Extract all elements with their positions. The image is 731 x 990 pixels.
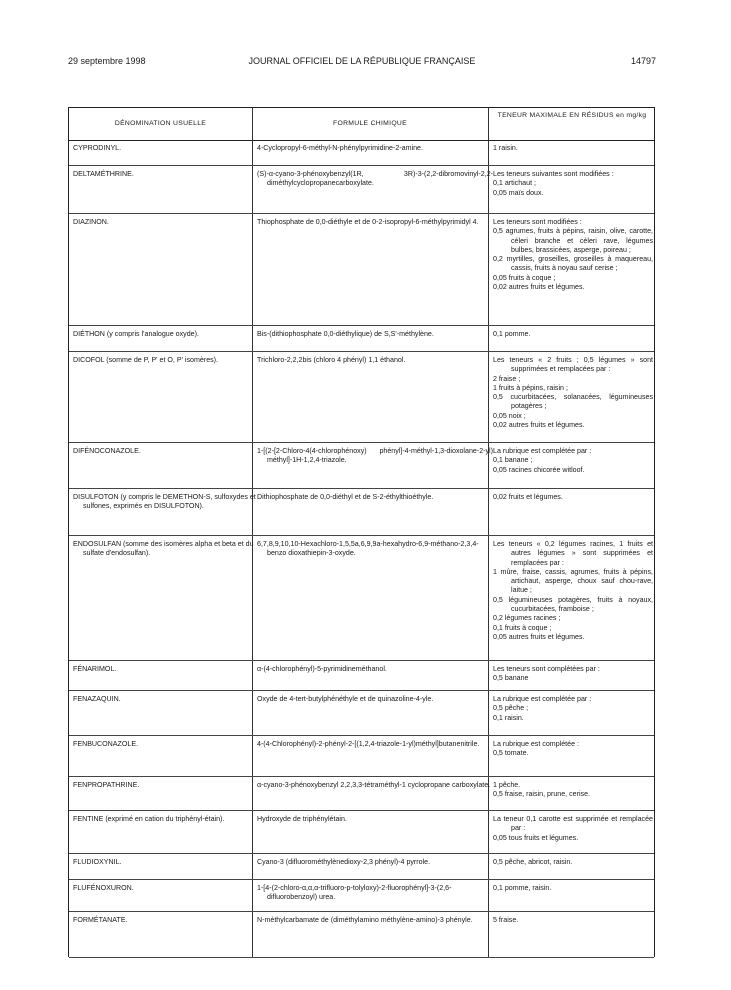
limit-line: 0,05 noix ; <box>493 411 526 420</box>
residue-limits <box>493 330 653 339</box>
page-header <box>68 56 656 70</box>
table-row <box>69 691 654 736</box>
table-row <box>69 352 654 443</box>
substance-name: FENTINE (exprimé en cation du triphényl-étain). <box>73 815 225 823</box>
chemical-formula: 1-[4-(2-chloro-α,α,α-trifluoro-p-tolyloxy)-2-fluorophényl]-3-(2,6-difluorobenzoyl) urea. <box>257 884 452 902</box>
header-date: 29 septembre 1998 <box>68 56 146 66</box>
limit-line: La rubrique est complétée par : <box>493 695 592 703</box>
limit-line: 1 raisin. <box>493 144 518 152</box>
limit-line: 0,1 pomme. <box>493 330 531 338</box>
residue-limits <box>493 665 653 684</box>
limit-line: 1 pêche. <box>493 781 521 789</box>
limit-line: 0,05 fruits à coque ; <box>493 273 556 282</box>
limit-line: 0,2 légumes racines ; <box>493 614 561 623</box>
limit-line: La teneur 0,1 carotte est supprimée et remplacée par : <box>493 815 653 833</box>
residue-limits <box>493 218 653 292</box>
limit-line: 0,1 pomme, raisin. <box>493 884 552 892</box>
substance-name: FENBUCONAZOLE. <box>73 740 139 748</box>
chemical-formula: α-cyano-3-phénoxybenzyl 2,2,3,3-tétraméthyl-1 cyclopropane carboxylate. <box>257 781 491 789</box>
substance-name: DIAZINON. <box>73 218 109 226</box>
table-row <box>69 661 654 691</box>
limit-line: 0,5 banane <box>493 674 529 683</box>
limit-line: La rubrique est complétée : <box>493 740 579 748</box>
limit-line: Les teneurs sont complétées par : <box>493 665 600 673</box>
table-row <box>69 736 654 777</box>
chemical-formula: Thiophosphate de 0,0-diéthyle et de 0-2-isopropyl-6-méthylpyrimidyl 4. <box>257 218 479 226</box>
limit-line: 0,5 fraise, raisin, prune, cerise. <box>493 790 590 799</box>
journal-title: JOURNAL OFFICIEL DE LA RÉPUBLIQUE FRANÇAISE <box>248 56 476 66</box>
substance-name: FLUDIOXYNIL. <box>73 858 122 866</box>
limit-line: 0,1 banane ; <box>493 456 533 465</box>
table-header <box>69 108 654 141</box>
substance-name: ENDOSULFAN (somme des isomères alpha et beta et du sulfate d'endosulfan). <box>73 540 254 558</box>
limit-line: 0,5 pêche, abricot, raisin. <box>493 858 573 866</box>
residue-limits <box>493 170 653 198</box>
limit-line: 0,1 fruits à coque ; <box>493 623 552 632</box>
chemical-formula: 6,7,8,9,10,10-Hexachloro-1,5,5a,6,9,9a-hexahydro-6,9-méthano-2,3,4-benzo dioxathiepin-3-oxyde. <box>257 540 479 558</box>
residue-limits <box>493 493 653 502</box>
residue-limits <box>493 916 653 925</box>
residue-limits <box>493 356 653 430</box>
table-row <box>69 912 654 958</box>
limit-line: 2 fraise ; <box>493 374 521 383</box>
residue-limits <box>493 781 653 800</box>
limit-line: 0,1 raisin. <box>493 713 524 722</box>
chemical-formula: Oxyde de 4-tert-butylphénéthyle et de quinazoline-4-yle. <box>257 695 434 703</box>
limit-line: 0,5 tomate. <box>493 749 529 758</box>
chemical-formula: Trichloro-2,2,2bis (chloro 4 phényl) 1,1 éthanol. <box>257 356 406 364</box>
limit-line: 0,05 tous fruits et légumes. <box>493 833 579 842</box>
substance-name: DELTAMÉTHRINE. <box>73 170 134 178</box>
table-row <box>69 140 654 166</box>
table-row <box>69 880 654 912</box>
limit-line: 1 mûre, fraise, cassis, agrumes, fruits à pépins, artichaut, asperge, choux sauf chou-rave, laitue ; <box>493 567 653 595</box>
table-row <box>69 811 654 854</box>
limit-line: 0,5 agrumes, fruits à pépins, raisin, olive, carotte, céleri branche et céleri rave, légumes bulbes, brassicées, asperge, poireau ; <box>493 227 653 254</box>
chemical-formula: α-(4-chlorophényl)-5-pyrimidineméthanol. <box>257 665 387 673</box>
chemical-formula: Bis-(dithiophosphate 0,0-diéthylique) de S,S'-méthylène. <box>257 330 434 338</box>
chemical-formula: (S)-α-cyano-3-phénoxybenzyl(1R, 3R)-3-(2,2-dibromovinyl-2,2-diméthylcyclopropanecarboxylate. <box>257 170 493 188</box>
column-header-limits: TENEUR MAXIMALE EN RÉSIDUS en mg/kg <box>497 112 647 119</box>
residue-limits <box>493 815 653 843</box>
table-row <box>69 214 654 326</box>
table-row <box>69 536 654 661</box>
chemical-formula: 4-(4-Chlorophényl)-2-phényl-2-[(1,2,4-triazole-1-yl)méthyl]butanenitrile. <box>257 740 480 748</box>
table-row <box>69 489 654 536</box>
chemical-formula: 1-[(2-[2-Chloro-4(4-chlorophénoxy) phényl]-4-méthyl-1,3-dioxolane-2-yl) méthyl]-1H-1,2,4-triazole. <box>257 447 493 465</box>
chemical-formula: 4-Cyclopropyl-6-méthyl-N-phénylpyrimidine-2-amine. <box>257 144 423 152</box>
limit-line: 0,5 cucurbitacées, solanacées, légumineuses potagères ; <box>493 393 653 411</box>
limit-line: 0,02 autres fruits et légumes. <box>493 283 585 292</box>
limit-line: 0,05 autres fruits et légumes. <box>493 632 585 641</box>
limit-line: Les teneurs suivantes sont modifiées : <box>493 170 614 178</box>
residue-limits <box>493 144 653 153</box>
limit-line: 0,05 maïs doux. <box>493 188 544 197</box>
limit-line: 0,02 fruits et légumes. <box>493 493 563 501</box>
column-header-name: DÉNOMINATION USUELLE <box>114 120 207 127</box>
limit-line: 0,2 myrtilles, groseilles, groseilles à maquereau, cassis, fruits à noyau sauf cerise ; <box>493 255 653 273</box>
limit-line: Les teneurs sont modifiées : <box>493 218 582 226</box>
column-header-formula: FORMULE CHIMIQUE <box>333 120 407 127</box>
table-row <box>69 166 654 214</box>
residue-limits <box>493 540 653 642</box>
substance-name: DIFÉNOCONAZOLE. <box>73 447 141 455</box>
substance-name: DIÉTHON (y compris l'analogue oxyde). <box>73 330 199 338</box>
residue-limits <box>493 695 653 723</box>
substance-name: FORMÉTANATE. <box>73 916 128 924</box>
limit-line: La rubrique est complétée par : <box>493 447 592 455</box>
limit-line: 0,02 autres fruits et légumes. <box>493 421 585 430</box>
table-row <box>69 443 654 489</box>
limit-line: 0,1 artichaut ; <box>493 179 536 188</box>
chemical-formula: Hydroxyde de triphénylétain. <box>257 815 347 823</box>
limit-line: Les teneurs « 0,2 légumes racines, 1 fruits et autres légumes » sont supprimées et remplacées par : <box>493 540 653 567</box>
limit-line: 0,5 légumineuses potagères, fruits à noyaux, cucurbitacées, framboise ; <box>493 595 653 614</box>
substance-name: DISULFOTON (y compris le DEMETHON-S, sulfoxydes et sulfones, exprimés en DISULFOTON). <box>73 493 256 511</box>
limit-line: 0,05 racines chicorée witloof. <box>493 465 585 474</box>
chemical-formula: N-méthylcarbamate de (diméthylamino méthylène-amino)-3 phényle. <box>257 916 473 924</box>
residue-table <box>68 107 655 957</box>
limit-line: 1 fruits à pépins, raisin ; <box>493 383 568 392</box>
chemical-formula: Cyano-3 (difluorométhylènedioxy-2,3 phényl)-4 pyrrole. <box>257 858 431 866</box>
residue-limits <box>493 447 653 475</box>
substance-name: CYPRODINYL. <box>73 144 122 152</box>
residue-limits <box>493 740 653 759</box>
residue-limits <box>493 884 653 893</box>
limit-line: 0,5 pêche ; <box>493 704 529 713</box>
substance-name: FENAZAQUIN. <box>73 695 121 703</box>
residue-limits <box>493 858 653 867</box>
table-row <box>69 326 654 352</box>
table-row <box>69 854 654 880</box>
table-row <box>69 777 654 811</box>
limit-line: 5 fraise. <box>493 916 519 924</box>
substance-name: FENPROPATHRINE. <box>73 781 140 789</box>
substance-name: FÉNARIMOL. <box>73 665 117 673</box>
chemical-formula: Dithiophosphate de 0,0-diéthyl et de S-2-éthylthioéthyle. <box>257 493 434 501</box>
row-divider <box>69 957 654 958</box>
page-number: 14797 <box>630 56 656 66</box>
limit-line: Les teneurs « 2 fruits ; 0,5 légumes » sont supprimées et remplacées par : <box>493 356 653 374</box>
substance-name: FLUFÉNOXURON. <box>73 884 134 892</box>
substance-name: DICOFOL (somme de P, P' et O, P' isomères). <box>73 356 219 364</box>
